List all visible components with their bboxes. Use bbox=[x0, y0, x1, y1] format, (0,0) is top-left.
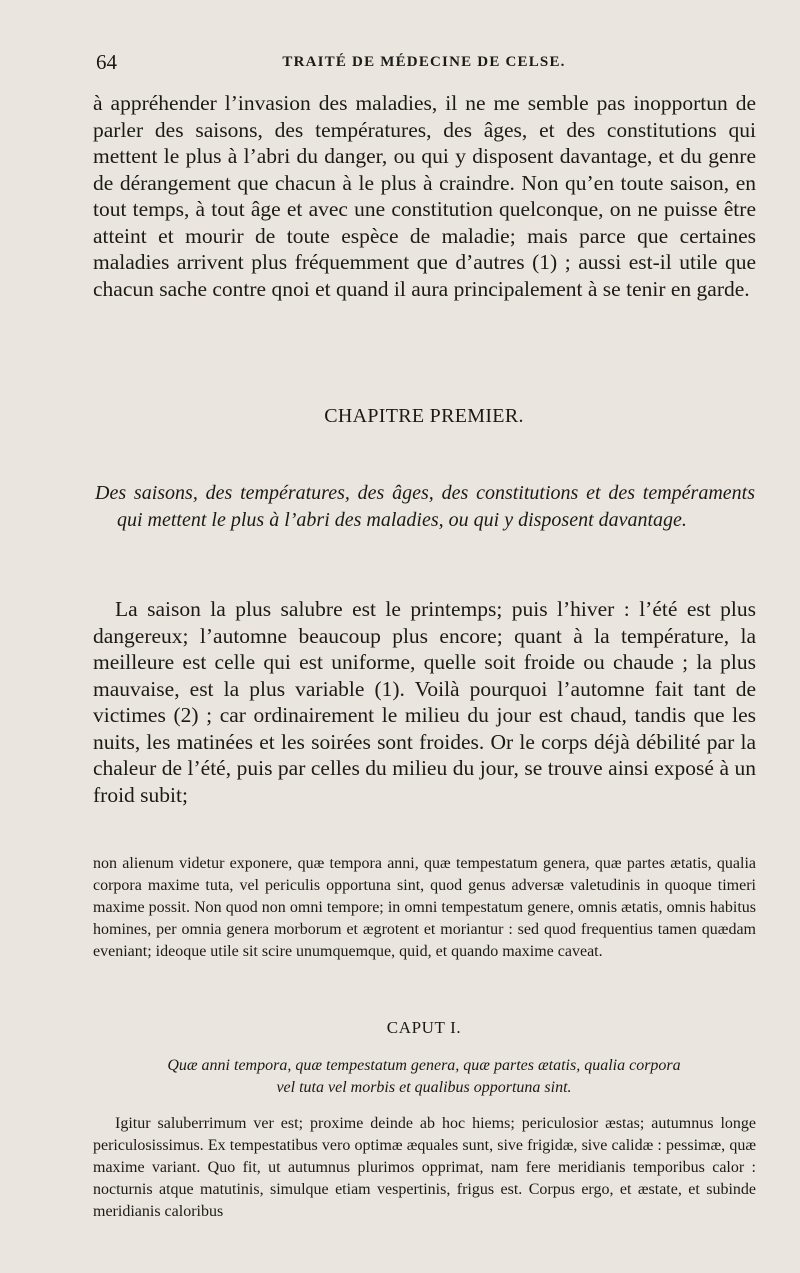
french-text-main: La saison la plus salubre est le printemps; puis l’hiver : l’été est plus dangereux; l’automne beaucoup plus encore; quant à la température, la meilleure est celle qui est uniforme, quelle soit froide ou chaude ; la plus mauvaise, est la plus variable (1). Voilà pourquoi l’automne fait tant de victimes (2) ; car ordinairement le milieu du jour est chaud, tandis que les nuits, les matinées et les soirées sont froides. Or le corps déjà débilité par la chaleur de l’été, puis par celles du milieu du jour, se trouve ainsi exposé à un froid subit; bbox=[93, 597, 756, 807]
caput-subtitle bbox=[92, 1055, 756, 1099]
french-paragraph-top bbox=[93, 90, 756, 302]
caput-title: CAPUT I. bbox=[386, 1018, 462, 1037]
latin-text-main: Igitur saluberrimum ver est; proxime deinde ab hoc hiems; periculosior æstas; autumnus longe periculosissimus. Ex tempestatibus vero optimæ æquales sunt, sive frigidæ, sive calidæ : pessimæ, quæ maxime variant. Quo fit, ut autumnus plurimos opprimat, nam fere meridianis temporibus calor : nocturnis atque matutinis, simulque etiam vespertinis, frigus est. Corpus ergo, et æstate, et subinde meridianis caloribus bbox=[93, 1115, 756, 1220]
latin-text-top: non alienum videtur exponere, quæ tempora anni, quæ tempestatum genera, quæ partes ætatis, qualia corpora maxime tuta, vel periculis opportuna sint, quod genus adversæ valetudinis in quoque timeri maxime possit. Non quod non omni tempore; in omni tempestatum genere, omnis ætatis, omnis habitus homines, per omnia genera morborum et ægrotent et moriantur : sed quod frequentius tamen quædam eveniant; ideoque utile sit scire unumquemque, quid, et quando maxime caveat. bbox=[93, 855, 756, 960]
latin-paragraph-top bbox=[93, 853, 756, 963]
page-number: 64 bbox=[96, 50, 117, 74]
chapter-title: CHAPITRE PREMIER. bbox=[324, 405, 524, 427]
latin-paragraph-main bbox=[93, 1113, 756, 1223]
french-text-top: à appréhender l’invasion des maladies, il ne me semble pas inopportun de parler des saisons, des températures, des âges, et des constitutions qui mettent le plus à l’abri du danger, ou qui y disposent davantage, et du genre de dérangement que chacun à le plus à craindre. Non qu’en toute saison, en tout temps, à tout âge et avec une constitution quelconque, on ne puisse être atteint et mourir de toute espèce de maladie; mais parce que certaines maladies arrivent plus fréquemment que d’autres (1) ; aussi est-il utile que chacun sache contre qnoi et quand il aura principalement à se tenir en garde. bbox=[93, 91, 756, 301]
chapter-subtitle: Des saisons, des températures, des âges, des constitutions et des tempéraments qui mettent le plus à l’abri des maladies, ou qui y disposent davantage. bbox=[95, 482, 755, 531]
page-header bbox=[92, 50, 756, 78]
running-title: TRAITÉ DE MÉDECINE DE CELSE. bbox=[282, 54, 566, 70]
french-paragraph-main bbox=[93, 596, 756, 808]
caput-subtitle-line2: vel tuta vel morbis et qualibus opportuna sint. bbox=[276, 1079, 572, 1096]
caput-subtitle-line1: Quæ anni tempora, quæ tempestatum genera, quæ partes ætatis, qualia corpora bbox=[167, 1057, 681, 1074]
